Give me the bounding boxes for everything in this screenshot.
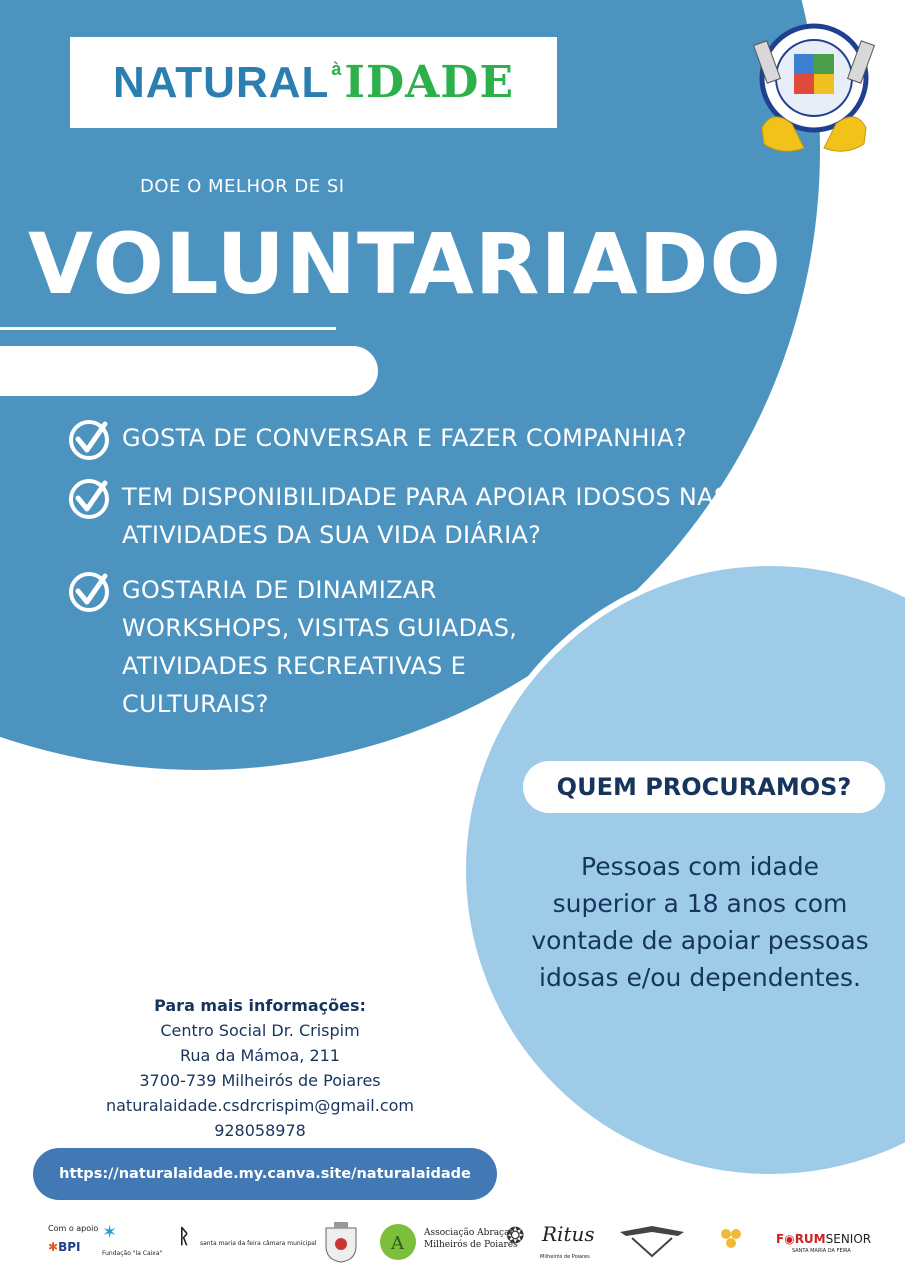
question-line: GOSTARIA DE DINAMIZAR bbox=[122, 576, 437, 604]
forum-senior-logo: F◉RUMSENIOR bbox=[776, 1232, 872, 1246]
eagle-group-emblem-icon bbox=[618, 1222, 686, 1260]
contact-phone[interactable]: 928058978 bbox=[214, 1121, 306, 1140]
question-line: WORKSHOPS, VISITAS GUIADAS, bbox=[122, 614, 518, 642]
contact-heading: Para mais informações: bbox=[154, 996, 366, 1015]
description-line: idosas e/ou dependentes. bbox=[539, 963, 861, 992]
question-item bbox=[68, 419, 687, 461]
feira-emblem-icon: ᚱ bbox=[178, 1224, 190, 1248]
question-item bbox=[68, 478, 729, 554]
abracar-leaf-icon bbox=[378, 1222, 418, 1262]
quem-procuramos-badge bbox=[523, 761, 885, 813]
target-description bbox=[505, 848, 895, 996]
ritus-emblem-icon: ❂ bbox=[506, 1224, 525, 1249]
decorative-white-bar bbox=[0, 346, 378, 396]
svg-text:A: A bbox=[391, 1233, 404, 1254]
checkmark-circle-icon bbox=[68, 571, 110, 613]
contact-city: 3700-739 Milheirós de Poiares bbox=[139, 1071, 381, 1090]
centro-social-emblem bbox=[742, 16, 887, 161]
tagline: DOE O MELHOR DE SI bbox=[140, 176, 345, 197]
question-line: ATIVIDADES DA SUA VIDA DIÁRIA? bbox=[122, 521, 542, 549]
ritus-location: Milheirós de Poiares bbox=[540, 1254, 590, 1260]
description-line: vontade de apoiar pessoas bbox=[531, 926, 869, 955]
question-line: CULTURAIS? bbox=[122, 690, 269, 718]
description-line: superior a 18 anos com bbox=[552, 889, 848, 918]
com-o-apoio-label: Com o apoio bbox=[48, 1224, 99, 1233]
logo-idade: IDADE bbox=[344, 57, 514, 108]
parish-coat-of-arms-icon bbox=[320, 1220, 362, 1264]
logo-a-accent: à bbox=[331, 59, 343, 79]
question-line: GOSTA DE CONVERSAR E FAZER COMPANHIA? bbox=[122, 424, 687, 452]
la-caixa-star-icon: ✶ bbox=[102, 1222, 118, 1243]
forum-senior-location: SANTA MARIA DA FEIRA bbox=[792, 1248, 851, 1254]
checkmark-circle-icon bbox=[68, 419, 110, 461]
divider-line bbox=[0, 327, 336, 330]
fundacao-logo: Fundação "la Caixa" bbox=[102, 1250, 163, 1257]
website-link-button[interactable] bbox=[33, 1148, 497, 1200]
abracar-name: Associação Abraçar bbox=[424, 1228, 514, 1238]
contact-email[interactable]: naturalaidade.csdrcrispim@gmail.com bbox=[105, 1096, 415, 1115]
question-line: TEM DISPONIBILIDADE PARA APOIAR IDOSOS NAS bbox=[122, 483, 730, 511]
description-line: Pessoas com idade bbox=[581, 852, 819, 881]
forum-o-circle-icon: ◉ bbox=[784, 1232, 795, 1246]
website-url[interactable]: https://naturalaidade.my.canva.site/naturalaidade bbox=[59, 1166, 471, 1182]
abracar-location: Milheirós de Poiares bbox=[424, 1240, 518, 1250]
honeycomb-logo-icon bbox=[716, 1224, 746, 1254]
ritus-logo: Ritus bbox=[542, 1222, 595, 1246]
sponsor-logos bbox=[40, 1210, 880, 1270]
bpi-logo: ✱BPI bbox=[48, 1240, 81, 1254]
quem-procuramos-label: QUEM PROCURAMOS? bbox=[556, 773, 852, 801]
bpi-star-icon: ✱ bbox=[48, 1240, 59, 1254]
logo-natural: NATURAL bbox=[113, 58, 330, 107]
contact-org: Centro Social Dr. Crispim bbox=[160, 1021, 360, 1040]
question-line: ATIVIDADES RECREATIVAS E bbox=[122, 652, 467, 680]
contact-street: Rua da Mámoa, 211 bbox=[180, 1046, 340, 1065]
feira-logo: santa maria da feira câmara municipal bbox=[200, 1240, 317, 1247]
question-item bbox=[68, 571, 517, 723]
checkmark-circle-icon bbox=[68, 478, 110, 520]
naturalaidade-logo bbox=[70, 37, 557, 128]
headline: VOLUNTARIADO bbox=[28, 215, 782, 313]
contact-info bbox=[70, 993, 450, 1143]
